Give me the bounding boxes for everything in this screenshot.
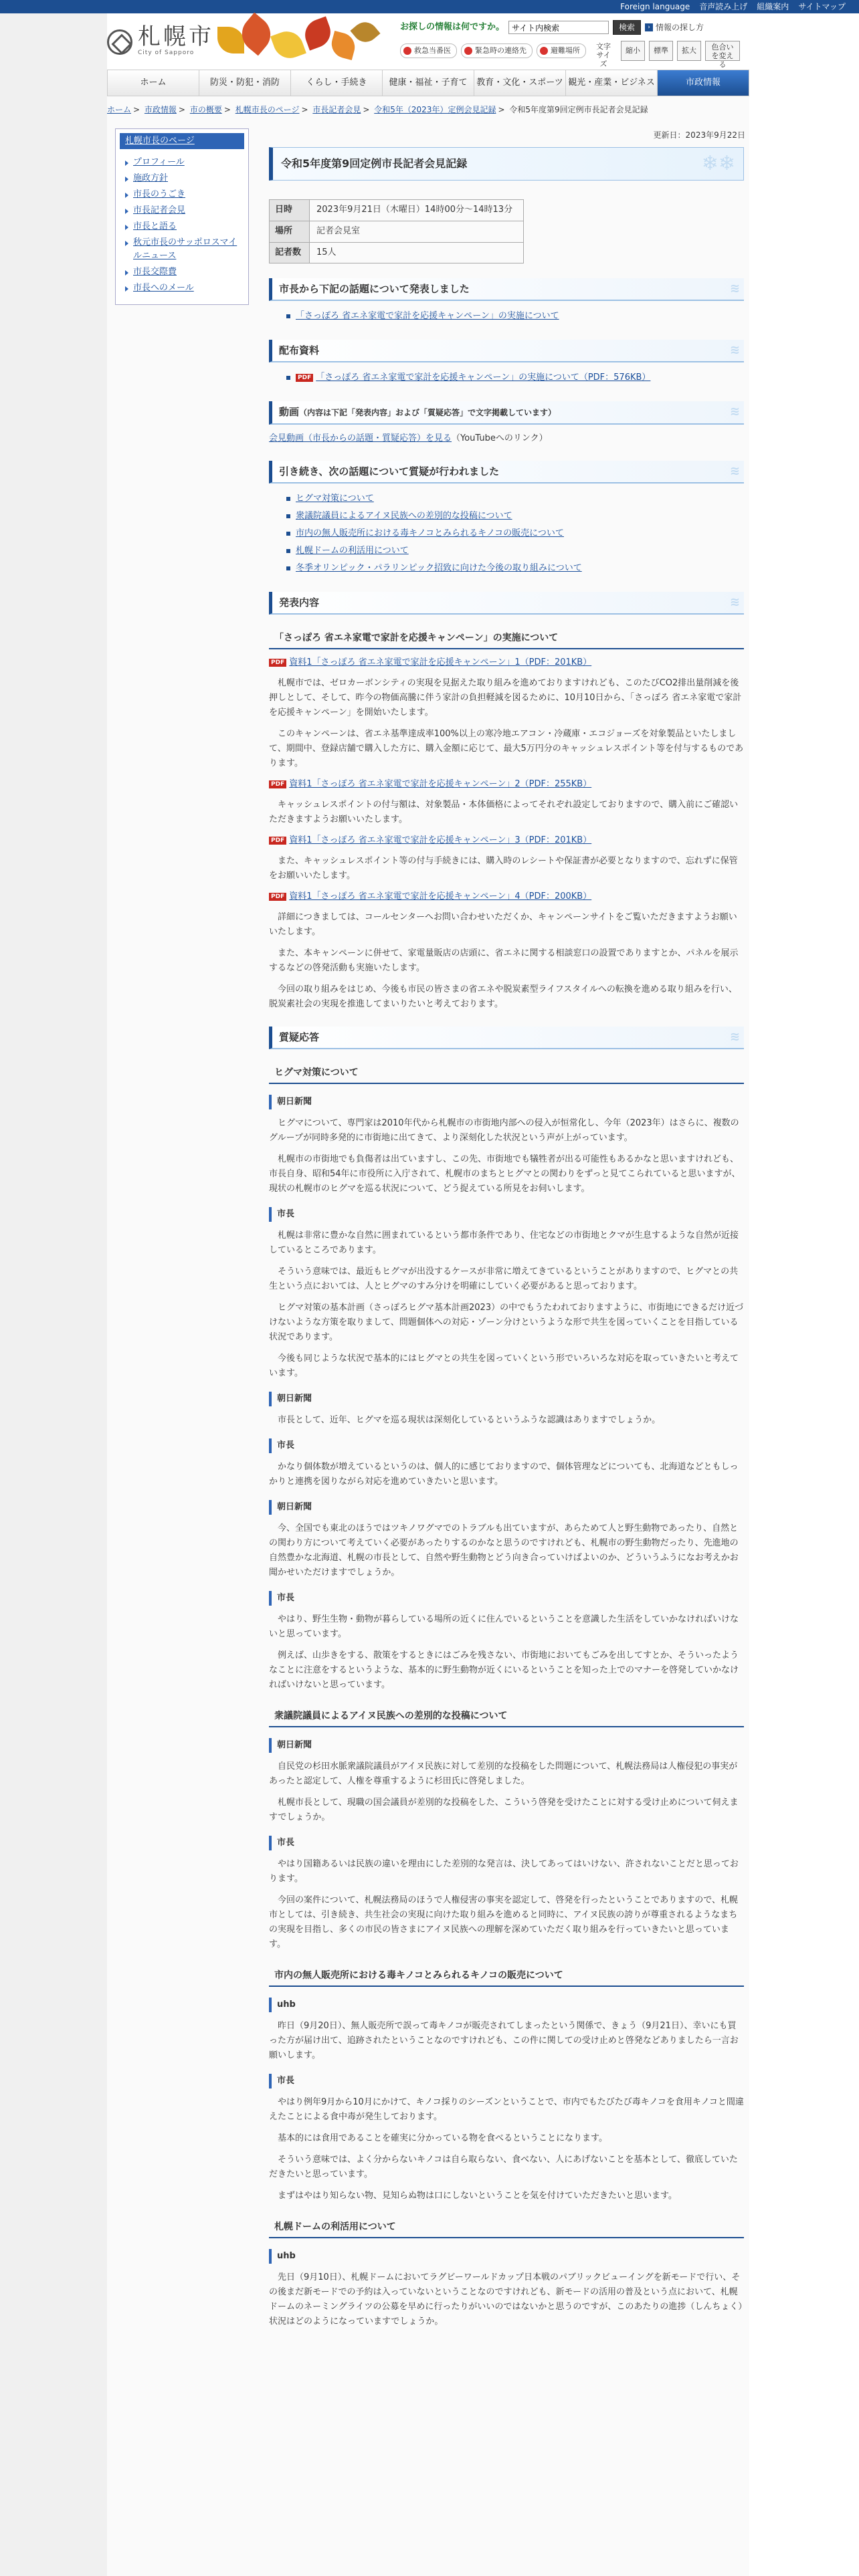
paragraph: かなり個体数が増えているというのは、個人的に感じておりますので、個体管理などについても、北海道などともしっかりと連携を図りながら対応を進めていきたいと思います。 <box>269 1462 739 1487</box>
global-navigation <box>107 70 749 96</box>
place-value: 記者会見室 <box>310 221 524 242</box>
page-title-text: 令和5年度第9回定例市長記者会見記録 <box>281 157 468 170</box>
evacuation-icon <box>540 47 548 55</box>
nav-education[interactable]: 教育・文化・スポーツ <box>474 70 566 96</box>
color-change-button[interactable]: 色合いを変える <box>705 41 740 61</box>
speaker-heading: 朝日新聞 <box>269 1738 744 1753</box>
table-row <box>270 242 524 263</box>
decoration-icon: ≋ <box>729 1030 740 1045</box>
sidebar-item-label[interactable]: 市長と語る <box>133 221 177 231</box>
paragraph: 先日（9月10日）、札幌ドームにおいてラグビーワールドカップ日本戦のパブリックビューイングを新モードで行い、その後まだ新モードでの予約は入っていないということなのですけれども、新モードの活用の普及という点において、札幌ドームのネーミングライツの公募を早めに行ったりがいいのではないかと思うのですが、このあたりの進捗（しんちょく）状況はどのようになっていますでしょうか。 <box>269 2272 743 2327</box>
autumn-leaves-decoration <box>211 13 385 68</box>
paragraph: まずはやはり知らない物、見知らぬ物は口にしないということを気を付けていただきたいと思います。 <box>278 2191 677 2202</box>
emergency-doctor-label: 救急当番医 <box>414 45 451 55</box>
table-row <box>270 200 524 221</box>
sidebar-item-talk[interactable] <box>128 220 242 233</box>
qa-section-heading: 衆議院議員によるアイヌ民族への差別的な投稿について <box>269 1706 744 1727</box>
emergency-doctor-link[interactable] <box>400 43 457 58</box>
alert-icon <box>464 47 472 55</box>
nav-health[interactable]: 健康・福祉・子育て <box>383 70 474 96</box>
breadcrumb-link[interactable]: 市の概要 <box>189 105 222 114</box>
breadcrumb-current: 令和5年度第9回定例市長記者会見記録 <box>509 105 648 114</box>
main-content <box>269 147 744 2329</box>
pdf-icon: PDF <box>296 374 313 382</box>
paragraph: 基本的には食用であることを確実に分かっている物を食べるということになります。 <box>278 2133 607 2144</box>
qa-section-heading: ヒグマ対策について <box>269 1063 744 1084</box>
paragraph: やはり、野生生物・動物が暮らしている場所の近くに住んでいるということを意識した生活をしていかなければいけないと思っています。 <box>269 1614 739 1640</box>
sidebar-item-label[interactable]: 市長へのメール <box>133 283 194 293</box>
qa-topics-list <box>286 490 744 577</box>
sidebar-item-activities[interactable] <box>128 188 242 201</box>
decoration-icon: ≋ <box>729 282 740 296</box>
top-utility-bar <box>0 0 859 13</box>
search-area <box>400 20 755 69</box>
qa-heading <box>269 1027 744 1049</box>
video-heading <box>269 401 744 425</box>
sidebar-list <box>116 153 248 295</box>
nav-city-info[interactable]: 市政情報 <box>658 70 749 96</box>
announcement-heading <box>269 592 744 615</box>
search-help-label: 情報の探し方 <box>656 22 704 32</box>
sitemap-link[interactable]: サイトマップ <box>798 1 846 11</box>
document-link-row <box>269 834 744 847</box>
logo-text: 札幌市 <box>138 23 214 50</box>
decoration-icon: ≋ <box>729 595 740 610</box>
heading-text: 動画 <box>279 406 300 419</box>
speaker-heading: 朝日新聞 <box>269 1095 744 1109</box>
paragraph: また、キャッシュレスポイント等の付与手続きには、購入時のレシートや保証書が必要となりますので、忘れずに保管をお願いいたします。 <box>269 856 738 881</box>
paragraph: 昨日（9月20日）、無人販売所で誤って毒キノコが販売されてしまったという関係で、きょう（9月21日）、幸いにも買った方が届け出て、追跡されたということなのですけれども、この件に関しての受け止めと啓発などありましたら一言お願いします。 <box>269 2021 739 2061</box>
sidebar-item-label[interactable]: 市長のうごき <box>133 189 186 199</box>
list-item <box>286 560 744 577</box>
sidebar <box>115 128 249 305</box>
topics-list <box>286 308 744 325</box>
video-suffix: （YouTubeへのリンク） <box>452 433 548 444</box>
breadcrumb-link[interactable]: 札幌市長のページ <box>235 105 300 114</box>
logo-subtitle: City of Sapporo <box>138 49 195 56</box>
pdf-icon: PDF <box>269 659 286 667</box>
search-help-link[interactable] <box>645 21 704 35</box>
sidebar-item-label[interactable]: 市長交際費 <box>133 267 177 277</box>
qa-topic-link[interactable]: 札幌ドームの利活用について <box>296 546 409 556</box>
paragraph: そういう意味では、最近もヒグマが出没するケースが非常に増えてきているということがありますので、ヒグマとの共生という点においては、人とヒグマのすみ分けを明確にしていく必要があると思っております。 <box>269 1267 739 1292</box>
sidebar-item-mail[interactable] <box>128 282 242 295</box>
speaker-heading: uhb <box>269 2249 744 2264</box>
paragraph: 自民党の杉田水脈衆議院議員がアイヌ民族に対して差別的な投稿をした問題について、札幌法務局は人権侵犯の事実があったと認定して、人権を尊重するように杉田氏に啓発しました。 <box>269 1761 738 1787</box>
list-item <box>286 490 744 508</box>
paragraph: そういう意味では、よく分からないキノコは自ら取らない、食べない、人にあげないことを基本として、徹底していただきたいと思っています。 <box>269 2155 738 2180</box>
breadcrumb-link[interactable]: 市長記者会見 <box>312 105 361 114</box>
medical-icon <box>403 47 411 55</box>
speaker-heading: uhb <box>269 1998 744 2012</box>
breadcrumb: ホーム > 市政情報 > 市の概要 > 札幌市長のページ > 市長記者会見 > 令和5年（2023年）定例会見記録 > 令和5年度第9回定例市長記者会見記録 <box>107 105 648 114</box>
qa-topic-link[interactable]: ヒグマ対策について <box>296 494 374 504</box>
document-link-row <box>269 778 744 791</box>
list-item <box>286 508 744 525</box>
paragraph: ヒグマ対策の基本計画（さっぽろヒグマ基本計画2023）の中でもうたわれておりますように、市街地にできるだけ近づけないような方策を取りまして、問題個体への対応・ゾーン分けというような形で共生を図っていくことを目指している状況であります。 <box>269 1303 744 1343</box>
paragraph: やはり国籍あるいは民族の違いを理由にした差別的な発言は、決してあってはいけない、許されないことだと思っております。 <box>269 1859 739 1885</box>
qa-body <box>269 1063 744 2329</box>
document-link[interactable]: 資料1「さっぽろ 省エネ家電で家計を応援キャンペーン」1（PDF：201KB） <box>289 657 592 668</box>
paragraph: 今、全国でも東北のほうではツキノワグマでのトラブルも出ていますが、あらためて人と野生動物であったり、自然との関わり方について考えていく必要があったりするのかなと思うのですけれども、札幌市の野生動物だったり、先進地の自然豊かな北海道、札幌の市長として、自然や野生動物とどう向き合っていけばよいのか、どういうふうになお考えかお聞かせいただけますでしょうか。 <box>269 1523 739 1578</box>
decoration-icon: ≋ <box>729 405 740 419</box>
topics-heading <box>269 278 744 301</box>
emergency-contact-link[interactable] <box>461 43 533 58</box>
breadcrumb-link[interactable]: 令和5年（2023年）定例会見記録 <box>374 105 496 114</box>
video-paragraph <box>269 431 744 446</box>
pdf-icon: PDF <box>269 780 286 788</box>
site-logo[interactable] <box>107 25 214 59</box>
place-label: 場所 <box>270 221 310 242</box>
heading-text: 配布資料 <box>279 344 320 357</box>
paragraph: 今後も同じような状況で基本的にはヒグマとの共生を図っていくという形でいろいろな対応を取っていきたいと考えています。 <box>269 1354 739 1379</box>
decoration-icon: ≋ <box>729 343 740 358</box>
sidebar-item-label[interactable]: 市長記者会見 <box>133 205 186 215</box>
reporter-count-value: 15人 <box>310 242 524 263</box>
qa-section-heading: 市内の無人販売所における毒キノコとみられるキノコの販売について <box>269 1965 744 1987</box>
sidebar-item-label[interactable]: 施政方針 <box>133 173 169 183</box>
paragraph: 例えば、山歩きをする、散策をするときにはごみを残さない、市街地においてもごみを出してすとか、そういったようなことに注意をするというような、基本的に野生動物が近くにいるということを知った上でのマナーを啓発していかなければいけないと思っています。 <box>269 1650 739 1691</box>
speaker-heading: 朝日新聞 <box>269 1500 744 1515</box>
paragraph: やはり例年9月から10月にかけて、キノコ採りのシーズンということで、市内でもたびたび毒キノコを食用キノコと間違えたことによる食中毒が発生しております。 <box>269 2097 744 2123</box>
document-link[interactable]: 資料1「さっぽろ 省エネ家電で家計を応援キャンペーン」2（PDF：255KB） <box>289 779 592 790</box>
list-item <box>286 369 744 387</box>
list-item <box>286 308 744 325</box>
nav-home[interactable]: ホーム <box>108 70 199 96</box>
sidebar-title[interactable]: 札幌市長のページ <box>120 133 244 149</box>
announcement-subheading: 「さっぽろ 省エネ家電で家計を応援キャンペーン」の実施について <box>269 628 744 649</box>
pdf-icon: PDF <box>269 837 286 845</box>
paragraph: 詳細につきましては、コールセンターへお問い合わせいただくか、キャンペーンサイトをご覧いただきますようお願いいたします。 <box>269 912 737 938</box>
date-value: 2023年9月21日（木曜日）14時00分～14時13分 <box>310 200 524 221</box>
paragraph: 札幌市長として、現職の国会議員が差別的な投稿をした、こういう啓発を受けたことに対する受け止めについて伺えますでしょうか。 <box>269 1798 739 1823</box>
nav-living[interactable]: くらし・手続き <box>291 70 383 96</box>
qa-topic-link[interactable]: 冬季オリンピック・パラリンピック招致に向けた今後の取り組みについて <box>296 563 582 574</box>
announcement-body <box>269 656 744 1012</box>
sidebar-item-profile[interactable] <box>128 156 242 169</box>
heading-text: 発表内容 <box>279 597 320 609</box>
reporter-count-label: 記者数 <box>270 242 310 263</box>
sidebar-item-smile-news[interactable] <box>128 236 242 263</box>
evacuation-link[interactable] <box>537 43 586 58</box>
video-link[interactable]: 会見動画（市長からの話題・質疑応答）を見る <box>269 433 452 444</box>
text-size-label: 文字サイズ <box>596 41 611 68</box>
speaker-heading: 市長 <box>269 1591 744 1606</box>
paragraph: 今回の案件について、札幌法務局のほうで人権侵害の事実を認定して、啓発を行ったということでありますので、札幌市としては、引き続き、共生社会の実現に向けた取り組みを進めると同時に、アイヌ民族の誇りが尊重されるようなまちの実現を目指し、多くの市民の皆さまにアイヌ民族への理解を深めていただく取り組みを行っていきたいと思っています。 <box>269 1895 738 1950</box>
sidebar-item-press[interactable] <box>128 204 242 217</box>
paragraph: 今回の取り組みをはじめ、今後も市民の皆さまの省エネや脱炭素型ライフスタイルへの転換を進める取り組みを行い、脱炭素社会の実現を推進してまいりたいと考えております。 <box>269 984 737 1010</box>
page-title <box>269 147 744 181</box>
foreign-language-link[interactable]: Foreign language <box>620 1 690 11</box>
qa-section-heading: 札幌ドームの利活用について <box>269 2217 744 2238</box>
sidebar-item-expenses[interactable] <box>128 265 242 279</box>
qa-topic-link[interactable]: 衆議院議員によるアイヌ民族への差別的な投稿について <box>296 511 512 522</box>
handout-list <box>286 369 744 387</box>
paragraph: また、本キャンペーンに併せて、家電量販店の店頭に、省エネに関する相談窓口の設置でありますとか、パネルを展示するなどの啓発活動も実施いたします。 <box>269 948 739 974</box>
sidebar-item-policy[interactable] <box>128 172 242 185</box>
qa-topics-heading <box>269 461 744 484</box>
city-emblem-icon <box>107 29 132 55</box>
speaker-heading: 市長 <box>269 1836 744 1850</box>
pdf-icon: PDF <box>269 893 286 901</box>
heading-text: 引き続き、次の話題について質疑が行われました <box>279 465 500 478</box>
emergency-contact-label: 緊急時の連絡先 <box>475 45 527 55</box>
snowflake-icon: ❄❄ <box>701 152 735 175</box>
updated-date: 更新日：2023年9月22日 <box>653 130 745 140</box>
text-standard-button[interactable]: 標準 <box>649 41 673 61</box>
video-note: （内容は下記「発表内容」および「質疑応答」で文字掲載しています） <box>299 408 557 418</box>
topic-link[interactable]: 「さっぽろ 省エネ家電で家計を応援キャンペーン」の実施について <box>296 311 559 322</box>
paragraph: ヒグマについて、専門家は2010年代から札幌市の市街地内部への侵入が恒常化し、今年（2023年）はさらに、複数のグループが同時多発的に市街地に出てきて、より深刻化した状況という声が上がっています。 <box>269 1118 739 1144</box>
speaker-heading: 朝日新聞 <box>269 1392 744 1406</box>
sidebar-item-label[interactable]: プロフィール <box>133 157 185 167</box>
document-link-row <box>269 890 744 903</box>
decoration-icon: ≋ <box>729 464 740 479</box>
breadcrumb-link[interactable]: ホーム <box>107 105 132 114</box>
handout-link[interactable]: 「さっぽろ 省エネ家電で家計を応援キャンペーン」の実施について（PDF：576KB） <box>316 372 651 383</box>
qa-topic-link[interactable]: 市内の無人販売所における毒キノコとみられるキノコの販売について <box>296 528 564 539</box>
paragraph: 札幌市では、ゼロカーボンシティの実現を見据えた取り組みを進めておりますけれども、このたびCO2排出量削減を後押しとして、そして、昨今の物価高騰に伴う家計の負担軽減を図るために、10月10日から、「さっぽろ 省エネ家電で家計を応援キャンペーン」を開始いたします。 <box>269 678 742 718</box>
text-larger-button[interactable]: 拡大 <box>677 41 701 61</box>
text-smaller-button[interactable]: 縮小 <box>621 41 645 61</box>
nav-tourism[interactable]: 観光・産業・ビジネス <box>566 70 658 96</box>
list-item <box>286 542 744 560</box>
document-link[interactable]: 資料1「さっぽろ 省エネ家電で家計を応援キャンペーン」4（PDF：200KB） <box>289 891 592 902</box>
sidebar-item-label[interactable]: 秋元市長のサッポロスマイルニュース <box>133 237 237 261</box>
paragraph: 札幌は非常に豊かな自然に囲まれているという都市条件であり、住宅などの市街地とクマが生息するような自然が近接しているところであります。 <box>269 1230 739 1256</box>
left-background <box>0 0 107 2576</box>
paragraph: このキャンペーンは、省エネ基準達成率100%以上の寒冷地エアコン・冷蔵庫・エコジョーズを対象製品といたしまして、期間中、登録店舗で購入した方に、購入金額に応じて、最大5万円分のキャッシュレスポイント等を付与するものであります。 <box>269 729 744 769</box>
paragraph: 札幌市の市街地でも負傷者は出ていますし、この先、市街地でも犠牲者が出る可能性もあるかなと思いますけれども、市長自身、昭和54年に市役所に入庁されて、札幌市のまちとヒグマとの関わりをずっと見てこられていると思いますが、現状の札幌市のヒグマを巡る状況について、どう捉えている所見をお伺いします。 <box>269 1154 741 1194</box>
voice-reading-link[interactable]: 音声読み上げ <box>699 1 748 11</box>
search-input[interactable] <box>508 21 609 34</box>
meeting-info-table <box>269 199 524 263</box>
speaker-heading: 市長 <box>269 1438 744 1453</box>
speaker-heading: 市長 <box>269 2074 744 2088</box>
breadcrumb-link[interactable]: 市政情報 <box>144 105 177 114</box>
table-row <box>270 221 524 242</box>
date-label: 日時 <box>270 200 310 221</box>
document-link[interactable]: 資料1「さっぽろ 省エネ家電で家計を応援キャンペーン」3（PDF：201KB） <box>289 835 592 846</box>
search-question: お探しの情報は何ですか。 <box>400 22 505 32</box>
nav-safety[interactable]: 防災・防犯・消防 <box>199 70 291 96</box>
heading-text: 市長から下記の話題について発表しました <box>279 283 470 296</box>
evacuation-label: 避難場所 <box>551 45 580 55</box>
document-link-row <box>269 656 744 669</box>
speaker-heading: 市長 <box>269 1207 744 1222</box>
organization-link[interactable]: 組織案内 <box>757 1 789 11</box>
handout-heading <box>269 340 744 362</box>
paragraph: 市長として、近年、ヒグマを巡る現状は深刻化しているというふうな認識はありますでしょうか。 <box>278 1415 661 1426</box>
arrow-right-icon: › <box>645 23 653 31</box>
heading-text: 質疑応答 <box>279 1031 320 1044</box>
paragraph: キャッシュレスポイントの付与額は、対象製品・本体価格によってそれぞれ設定しておりますので、購入前にご確認いただきますようお願いいたします。 <box>269 800 739 825</box>
site-header <box>0 13 859 68</box>
list-item <box>286 525 744 542</box>
search-button[interactable]: 検索 <box>613 20 641 35</box>
